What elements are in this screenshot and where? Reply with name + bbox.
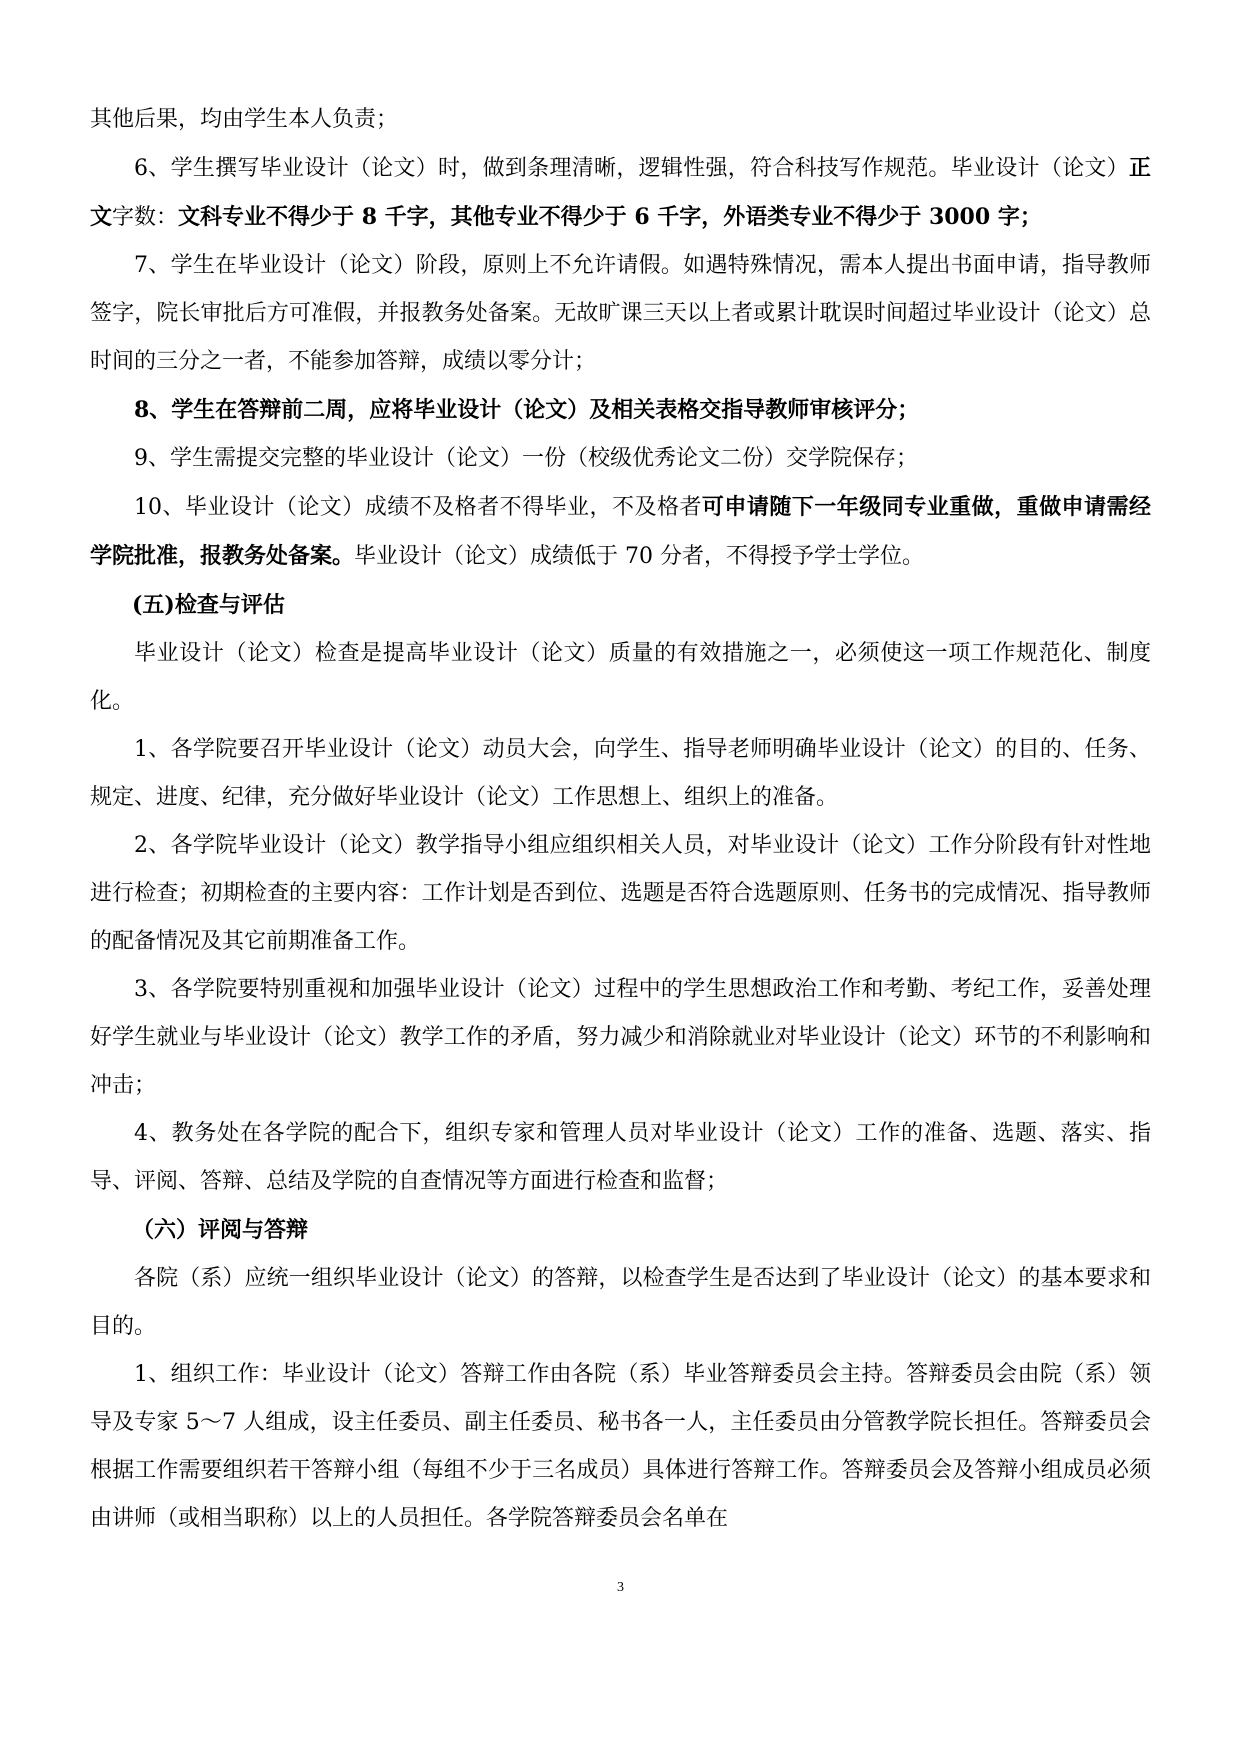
body-paragraph [90, 726, 1151, 822]
bold-text-run: 可申请随下一年级同专业重做，重做申请需经学院批准，报教务处备案。 [90, 494, 1151, 569]
text-run: 6、学生撰写毕业设计（论文）时，做到条理清晰，逻辑性强，符合科技写作规范。毕业设计（论文） [134, 156, 1129, 181]
body-paragraph [90, 822, 1151, 966]
text-run: 字数： [112, 205, 179, 230]
body-paragraph [90, 1255, 1151, 1351]
text-run: 毕业设计（论文）成绩低于 70 分者，不得授予学士学位。 [354, 544, 924, 569]
section-heading [90, 1206, 1151, 1255]
page-number: 3 [617, 1580, 624, 1595]
bold-text-run: （六）评阅与答辩 [132, 1217, 309, 1243]
bold-text-run: 8、学生在答辩前二周，应将毕业设计（论文）及相关表格交指导教师审核评分； [134, 397, 920, 423]
body-paragraph [90, 483, 1151, 581]
text-run: 各院（系）应统一组织毕业设计（论文）的答辩，以检查学生是否达到了毕业设计（论文）的基本要求和目的。 [90, 1266, 1151, 1339]
body-paragraph [90, 96, 1151, 144]
bold-text-run: 正文 [90, 155, 1151, 230]
bold-text-run: (五)检查与评估 [132, 592, 285, 618]
section-heading [90, 581, 1151, 630]
body-paragraph [90, 1351, 1151, 1543]
body-paragraph [90, 435, 1151, 483]
text-run: 4、教务处在各学院的配合下，组织专家和管理人员对毕业设计（论文）工作的准备、选题、落实、指导、评阅、答辩、总结及学院的自查情况等方面进行检查和监督； [90, 1121, 1151, 1194]
bold-text-run: 文科专业不得少于 8 千字，其他专业不得少于 6 千字，外语类专业不得少于 3000 字； [178, 204, 1042, 230]
text-run: 3、各学院要特别重视和加强毕业设计（论文）过程中的学生思想政治工作和考勤、考纪工作，妥善处理好学生就业与毕业设计（论文）教学工作的矛盾，努力减少和消除就业对毕业设计（论文）环节的不利影响和冲击； [90, 977, 1151, 1098]
text-run: 其他后果，均由学生本人负责； [90, 107, 399, 132]
text-run: 毕业设计（论文）检查是提高毕业设计（论文）质量的有效措施之一，必须使这一项工作规范化、制度化。 [90, 641, 1151, 714]
text-run: 9、学生需提交完整的毕业设计（论文）一份（校级优秀论文二份）交学院保存； [134, 446, 918, 471]
document-body [90, 96, 1151, 1543]
body-paragraph [90, 1110, 1151, 1206]
body-paragraph [90, 386, 1151, 435]
text-run: 7、学生在毕业设计（论文）阶段，原则上不允许请假。如遇特殊情况，需本人提出书面申请，指导教师签字，院长审批后方可准假，并报教务处备案。无故旷课三天以上者或累计耽误时间超过毕业设计（论文）总时间的三分之一者，不能参加答辩，成绩以零分计； [90, 253, 1151, 374]
text-run: 1、组织工作：毕业设计（论文）答辩工作由各院（系）毕业答辩委员会主持。答辩委员会由院（系）领导及专家 5～7 人组成，设主任委员、副主任委员、秘书各一人，主任委员由分管教学院长担任。答辩委员会根据工作需要组织若干答辩小组（每组不少于三名成员）具体进行答辩工作。答辩委员会及答辩小组成员必须由讲师（或相当职称）以上的人员担任。各学院答辩委员会名单在 [90, 1362, 1151, 1531]
body-paragraph [90, 144, 1151, 242]
body-paragraph [90, 242, 1151, 386]
body-paragraph [90, 630, 1151, 726]
text-run: 1、各学院要召开毕业设计（论文）动员大会，向学生、指导老师明确毕业设计（论文）的目的、任务、规定、进度、纪律，充分做好毕业设计（论文）工作思想上、组织上的准备。 [90, 737, 1151, 810]
text-run: 2、各学院毕业设计（论文）教学指导小组应组织相关人员，对毕业设计（论文）工作分阶段有针对性地进行检查；初期检查的主要内容：工作计划是否到位、选题是否符合选题原则、任务书的完成情况、指导教师的配备情况及其它前期准备工作。 [90, 833, 1151, 954]
body-paragraph [90, 966, 1151, 1110]
text-run: 10、毕业设计（论文）成绩不及格者不得毕业，不及格者 [134, 495, 702, 520]
